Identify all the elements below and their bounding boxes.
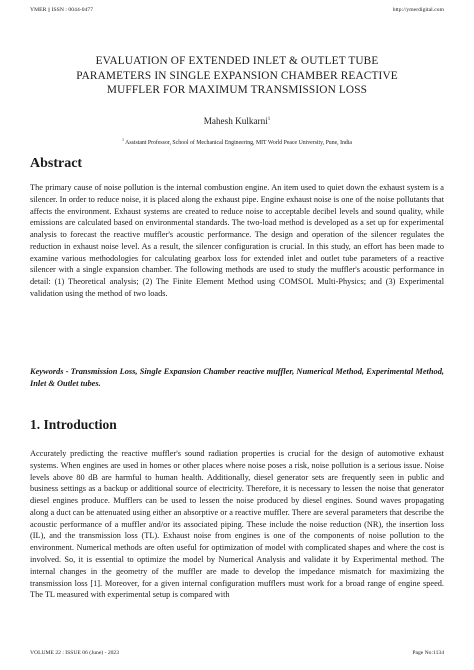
affiliation-text: Assistant Professor, School of Mechanical Engineering, MIT World Peace University, Pune, India	[125, 140, 352, 146]
author-name	[0, 116, 474, 126]
title-line-1: EVALUATION OF EXTENDED INLET & OUTLET TUBE	[95, 55, 379, 67]
abstract-heading: Abstract	[30, 156, 83, 171]
journal-url[interactable]: http://ymerdigital.com	[392, 7, 444, 13]
footer-volume: VOLUME 22 : ISSUE 06 (June) - 2023	[30, 650, 120, 656]
author-affiliation	[0, 137, 474, 146]
title-line-3: MUFFLER FOR MAXIMUM TRANSMISSION LOSS	[106, 84, 368, 97]
affiliation-mark: 1	[122, 137, 124, 142]
title-line-2: PARAMETERS IN SINGLE EXPANSION CHAMBER REACTIVE	[76, 69, 398, 82]
footer-page-number: Page No:1134	[412, 650, 444, 656]
introduction-heading: 1. Introduction	[30, 417, 117, 432]
introduction-text: Accurately predicting the reactive muffler's sound radiation properties is crucial for the design of automotive exhaust systems. When engines are used in homes or other places where noise poses a risk, noise pollution is a serious issue. Noise levels above 80 dB are harmful to human health. Additionally, diesel generator sets are frequently seen in public and business settings as a backup or additional source of electricity. Therefore, it is necessary to lessen the noise that generator diesel engines produce. Mufflers can be used to lessen the noise produced by diesel engines. Sound waves propagating along a duct can be attenuated using either an absorptive or a reactive muffler. There are several parameters that describe the acoustic performance of a muffler and/or its associated piping. These include the noise reduction (NR), the insertion loss (IL), and the transmission loss (TL). Exhaust noise from engines is one of the components of noise pollution to the environment. Numerical methods are often useful for optimization of model with complicated shapes and where the cost is involved. So, it is essential to optimize the model by Numerical Analysis and validate it by Experimental method. The internal changes in the geometry of the muffler are made to develop the impedance mismatch for maximizing the transmission loss [1]. Moreover, for a given internal configuration mufflers must work for a broad range of engine speed. The TL measured with experimental setup is compared with	[30, 449, 444, 600]
paper-title	[40, 54, 434, 98]
abstract-text: The primary cause of noise pollution is the internal combustion engine. An item used to quiet down the exhaust system is a silencer. In order to reduce noise, it is placed along the exhaust pipe. Engine exhaust noise is one of the noise pollutants that affects the environment. Exhaust systems are created to reduce noise to acceptable decibel levels and sound quality, while emissions are calculated based on environmental standards. The two-load method is developed as a set up for experimental analysis to forecast the reactive muffler's acoustic performance. The design and operation of the silencer regulates the reduction in exhaust noise level. As a result, the silencer configuration is crucial. In this study, an effort has been made to examine various methodologies for calculating gearbox loss for extended inlet and outlet tube parameters of a reactive silencer with a single expansion chamber. The following methods are used to study the muffler's acoustic performance in detail: (1) Theoretical analysis; (2) The Finite Element Method using COMSOL Multi-Physics; and (3) Experimental validation using the method of two loads.	[30, 183, 444, 299]
keywords: Keywords - Transmission Loss, Single Expansion Chamber reactive muffler, Numerical Method, Experimental Method, Inlet & Outlet tubes.	[30, 367, 444, 388]
journal-header: YMER || ISSN : 0044-0477	[30, 7, 94, 13]
author-affiliation-mark: 1	[267, 117, 271, 122]
author-name-text: Mahesh Kulkarni	[203, 116, 268, 126]
